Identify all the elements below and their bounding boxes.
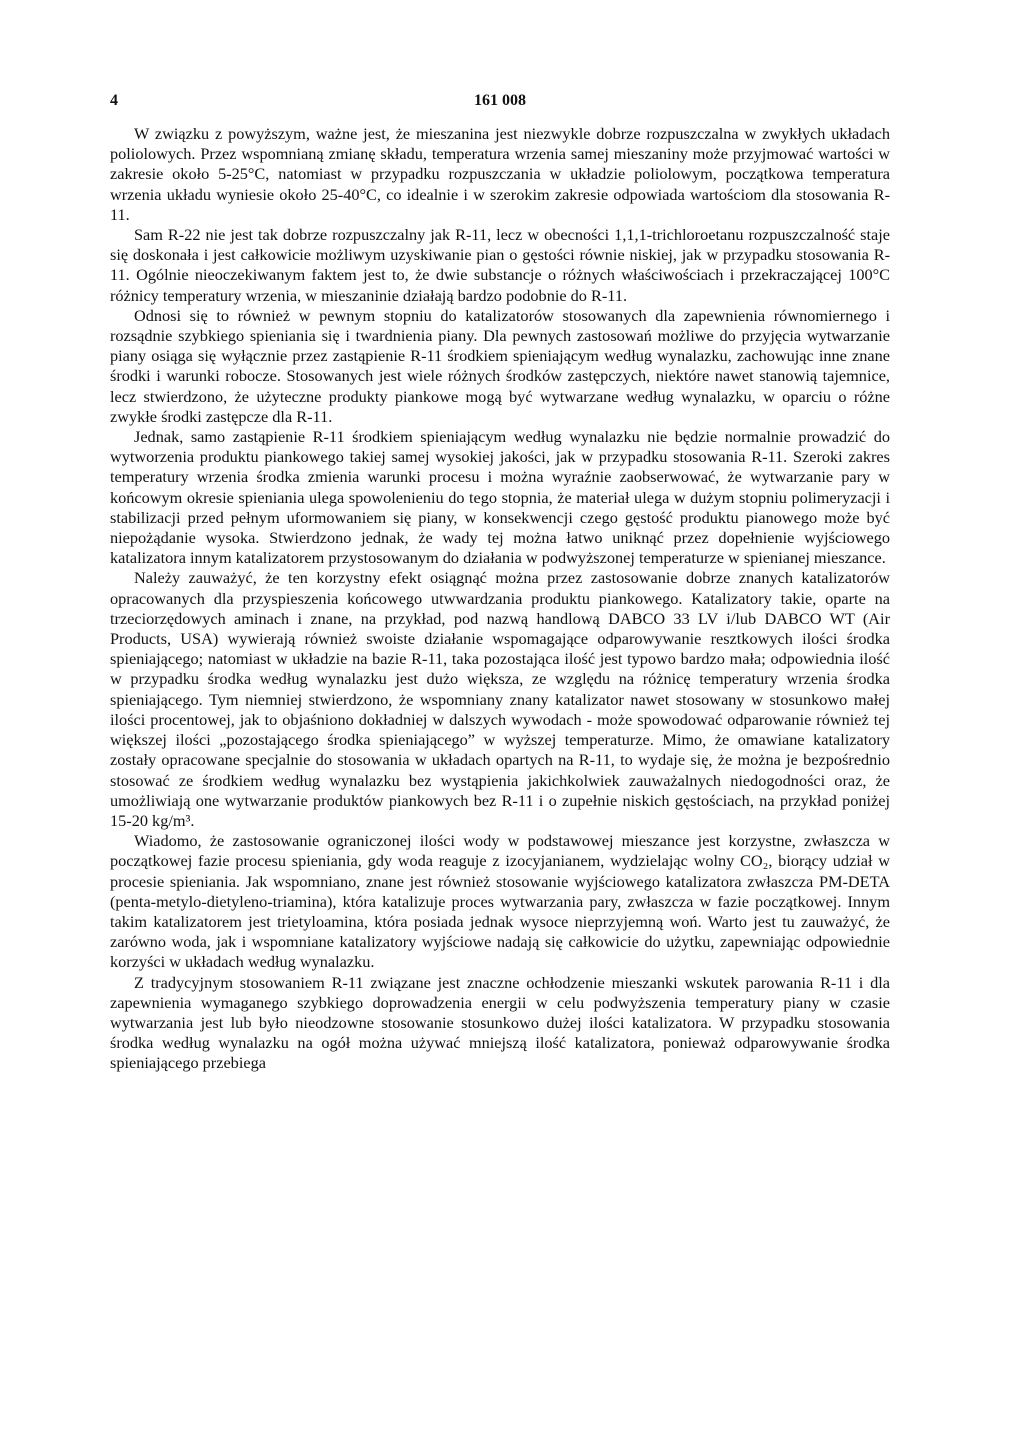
document-number: 161 008 — [474, 92, 526, 109]
page-number: 4 — [110, 92, 118, 109]
paragraph: Jednak, samo zastąpienie R-11 środkiem spieniającym według wynalazku nie będzie normalnie prowadzić do wytworzenia produktu piankowego takiej samej wysokiej jakości, jak w przypadku stosowania R-11. Szeroki zakres temperatury wrzenia środka zmienia warunki procesu i można wyraźnie zaobserwować, że wytwarzanie pary w końcowym okresie spieniania ulega spowolenieniu do tego stopnia, że materiał ulega w dużym stopniu polimeryzacji i stabilizacji przed pełnym uformowaniem się piany, w konsekwencji czego gęstość produktu pianowego może być niepożądanie wysoka. Stwierdzono jednak, że wady tej można łatwo uniknąć przez dopełnienie wyjściowego katalizatora innym katalizatorem przystosowanym do działania w podwyższonej temperaturze w spienianej mieszance. — [110, 427, 890, 568]
paragraph: W związku z powyższym, ważne jest, że mieszanina jest niezwykle dobrze rozpuszczalna w zwykłych układach poliolowych. Przez wspomnianą zmianę składu, temperatura wrzenia samej mieszaniny może przyjmować wartości w zakresie około 5-25°C, natomiast w przypadku rozpuszczania w układzie poliolowym, początkowa temperatura wrzenia układu wyniesie około 25-40°C, co idealnie i w szerokim zakresie odpowiada wartościom dla stosowania R-11. — [110, 124, 890, 224]
page-header — [110, 92, 890, 116]
paragraph: Odnosi się to również w pewnym stopniu do katalizatorów stosowanych dla zapewnienia równomiernego i rozsądnie szybkiego spieniania się i twardnienia piany. Dla pewnych zastosowań możliwe do przyjęcia wytwarzanie piany osiąga się wyłącznie przez zastąpienie R-11 środkiem spieniającym według wynalazku, zachowując inne znane środki i warunki robocze. Stosowanych jest wiele różnych środków zastępczych, niektóre nawet stanowią tajemnice, lecz stwierdzono, że użyteczne produkty piankowe mogą być wytwarzane według wynalazku, w oparciu o różne zwykłe środki zastępcze dla R-11. — [110, 305, 890, 426]
body-text — [110, 124, 890, 1074]
paragraph: Z tradycyjnym stosowaniem R-11 związane jest znaczne ochłodzenie mieszanki wskutek parowania R-11 i dla zapewnienia wymaganego szybkiego doprowadzenia energii w celu podwyższenia temperatury piany w czasie wytwarzania jest lub było nieodzowne stosowanie stosunkowo dużej ilości katalizatora. W przypadku stosowania środka według wynalazku na ogół można używać mniejszą ilość katalizatora, ponieważ odparowywanie środka spieniającego przebiega — [110, 972, 890, 1073]
paragraph: Wiadomo, że zastosowanie ograniczonej ilości wody w podstawowej mieszance jest korzystne, zwłaszcza w początkowej fazie procesu spieniania, gdy woda reaguje z izocyjanianem, wydzielając wolny CO₂, biorący udział w procesie spieniania. Jak wspomniano, znane jest również stosowanie wyjściowego katalizatora zwłaszcza PM-DETA (penta-metylo-dietyleno-triamina), która katalizuje proces wytwarzania pary, zwłaszcza w fazie początkowej. Innym takim katalizatorem jest trietyloamina, która posiada jednak wysoce nieprzyjemną woń. Warto jest tu zauważyć, że zarówno woda, jak i wspomniane katalizatory wyjściowe nadają się całkowicie do użytku, zapewniając odpowiednie korzyści w układach według wynalazku. — [110, 831, 890, 972]
paragraph: Należy zauważyć, że ten korzystny efekt osiągnąć można przez zastosowanie dobrze znanych katalizatorów opracowanych dla przyspieszenia końcowego utwwardzania produktu piankowego. Katalizatory takie, oparte na trzeciorzędowych aminach i znane, na przykład, pod nazwą handlową DABCO 33 LV i/lub DABCO WT (Air Products, USA) wywierają również swoiste działanie wspomagające odparowywanie resztkowych ilości środka spieniającego; natomiast w układzie na bazie R-11, taka pozostająca ilość jest typowo bardzo mała; odpowiednia ilość w przypadku środka według wynalazku jest dużo większa, ze względu na różnicę temperatury wrzenia środka spieniającego. Tym niemniej stwierdzono, że wspomniany znany katalizator nawet stosowany w stosunkowo małej ilości procentowej, jak to objaśniono dokładniej w dalszych wywodach - może spowodować odparowanie również tej większej ilości „pozostającego środka spieniającego” w wyższej temperaturze. Mimo, że omawiane katalizatory zostały opracowane specjalnie do stosowania w układach opartych na R-11, to wydaje się, że można je bezpośrednio stosować ze środkiem według wynalazku bez wystąpienia jakichkolwiek zauważalnych niedogodności oraz, że umożliwiają one wytwarzanie produktów piankowych bez R-11 i o zupełnie niskich gęstościach, na przykład poniżej 15-20 kg/m³. — [110, 568, 890, 830]
paragraph: Sam R-22 nie jest tak dobrze rozpuszczalny jak R-11, lecz w obecności 1,1,1-trichloroetanu rozpuszczalność staje się doskonała i jest całkowicie możliwym uzyskiwanie pian o gęstości równie niskiej, jak w przypadku stosowania R-11. Ogólnie nieoczekiwanym faktem jest to, że dwie substancje o różnych właściwościach i przekraczającej 100°C różnicy temperatury wrzenia, w mieszaninie działają bardzo podobnie do R-11. — [110, 225, 890, 305]
